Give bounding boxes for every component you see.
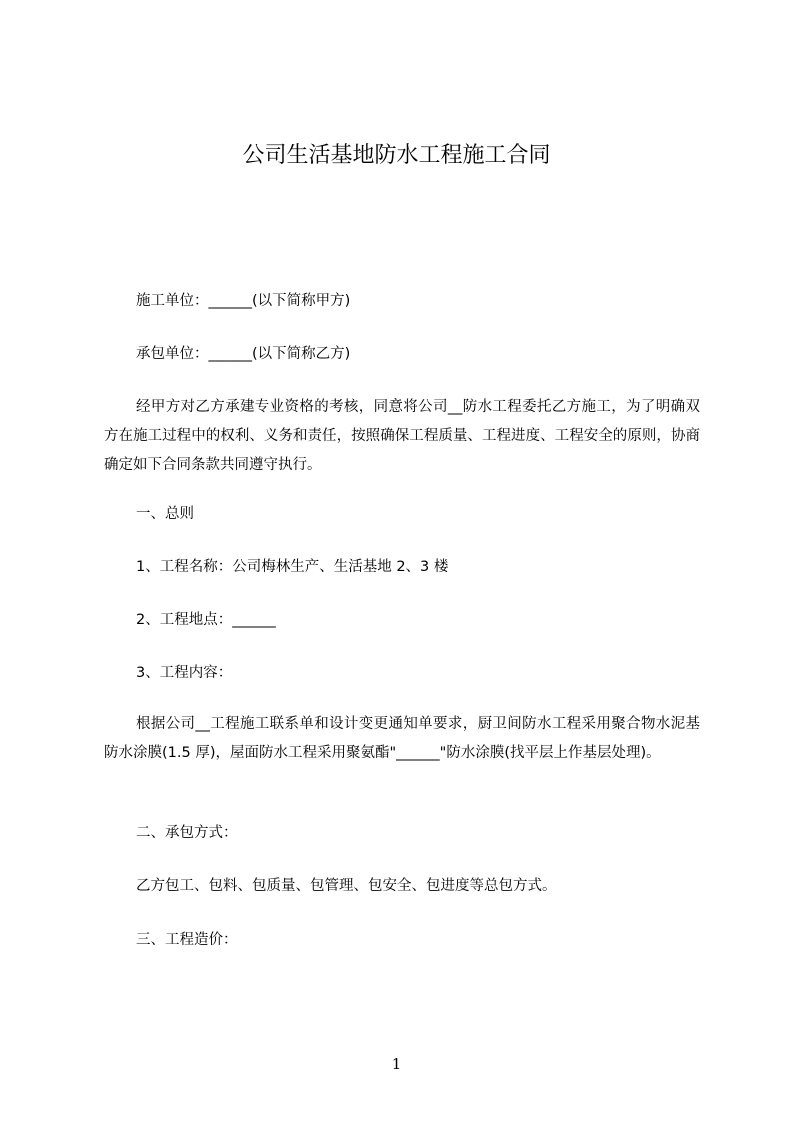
page-number: 1 bbox=[391, 1055, 402, 1073]
section-heading-project-cost: 三、工程造价： bbox=[136, 932, 238, 948]
contractor-party-line: 施工单位：______(以下简称甲方) bbox=[136, 293, 351, 309]
project-location-line: 2、工程地点：______ bbox=[136, 612, 276, 628]
section-heading-general: 一、总则 bbox=[136, 506, 194, 522]
project-content-paragraph: 根据公司__工程施工联系单和设计变更通知单要求，厨卫间防水工程采用聚合物水泥基防水涂膜(1.5 厚)，屋面防水工程采用聚氨酯"______"防水涂膜(找平层上作基层处理)。 bbox=[104, 716, 700, 761]
section-heading-contract-mode: 二、承包方式： bbox=[136, 825, 238, 841]
project-content-line: 3、工程内容： bbox=[136, 665, 233, 681]
project-name-line: 1、工程名称：公司梅林生产、生活基地 2、3 楼 bbox=[136, 559, 449, 575]
preamble-paragraph: 经甲方对乙方承建专业资格的考核，同意将公司__防水工程委托乙方施工，为了明确双方在施工过程中的权利、义务和责任，按照确保工程质量、工程进度、工程安全的原则，协商确定如下合同条款共同遵守执行。 bbox=[104, 399, 700, 473]
document-title: 公司生活基地防水工程施工合同 bbox=[242, 143, 551, 168]
contract-mode-line: 乙方包工、包料、包质量、包管理、包安全、包进度等总包方式。 bbox=[136, 878, 557, 894]
subcontractor-party-line: 承包单位：______(以下简称乙方) bbox=[136, 346, 351, 362]
